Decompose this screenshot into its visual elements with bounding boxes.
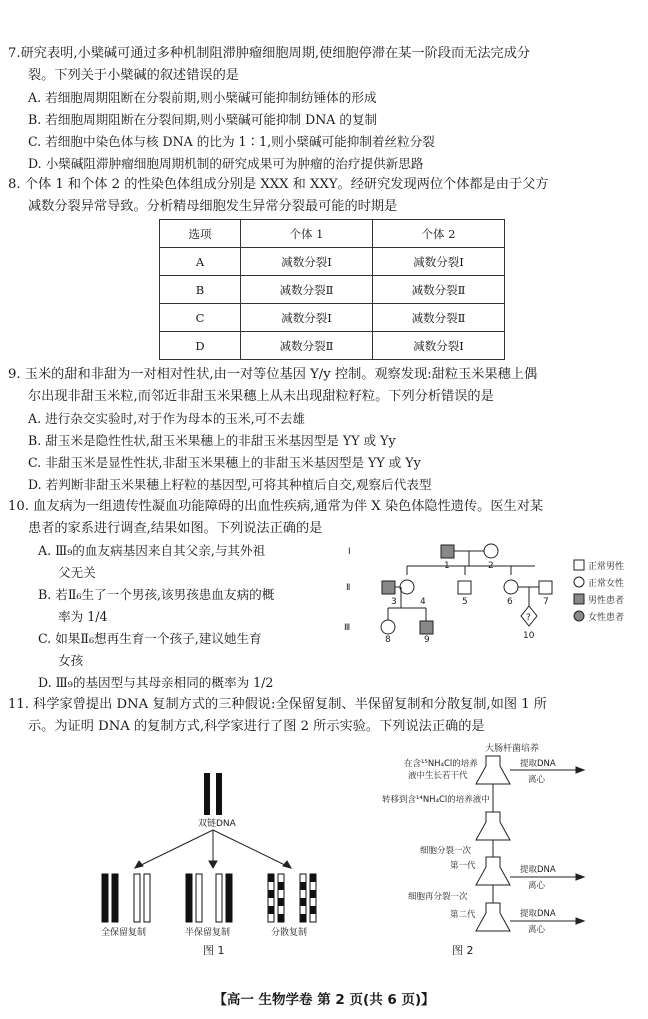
- id-label: 8: [385, 635, 391, 642]
- table-cell: 减数分裂Ⅰ: [373, 332, 505, 360]
- q10-option-a-line2: 父无关: [58, 565, 96, 580]
- q11-stem-line1: 11. 科学家曾提出 DNA 复制方式的三种假说:全保留复制、半保留复制和分散复制,如图 1 所: [8, 697, 547, 712]
- table-cell: 减数分裂Ⅱ: [373, 276, 505, 304]
- id-label: 1: [444, 561, 450, 571]
- legend-affected-male-icon: [574, 594, 584, 604]
- q7-option-d: D. 小檗碱阻滞肿瘤细胞周期机制的研究成果可为肿瘤的治疗提供新思路: [28, 156, 424, 171]
- q11-stem-line2: 示。为证明 DNA 的复制方式,科学家进行了图 2 所示实验。下列说法正确的是: [28, 719, 485, 734]
- fig2-extract-label: 提取DNA: [520, 865, 556, 875]
- pedigree-chart: [340, 538, 640, 642]
- flask-icon: [476, 857, 510, 885]
- id-label: 6: [507, 597, 513, 607]
- id-label: 3: [391, 597, 397, 607]
- page-footer: 【高一 生物学卷 第 2 页(共 6 页)】: [213, 992, 435, 1008]
- fig2-extract-label: 提取DNA: [520, 909, 556, 919]
- legend-label: 正常男性: [588, 562, 625, 572]
- table-header-cell: 个体 2: [373, 220, 505, 248]
- q10-option-c-line1: C. 如果Ⅱ₆想再生育一个孩子,建议她生育: [38, 631, 262, 646]
- q7-option-c: C. 若细胞中染色体与核 DNA 的比为 1∶1,则小檗碱可能抑制着丝粒分裂: [28, 134, 435, 149]
- individual-7-normal-male: [539, 581, 552, 594]
- q9-option-d: D. 若判断非甜玉米果穗上籽粒的基因型,可将其种植后自交,观察后代表型: [28, 477, 432, 492]
- q9-option-b: B. 甜玉米是隐性性状,甜玉米果穗上的非甜玉米基因型是 YY 或 Yy: [28, 433, 396, 448]
- q9-option-a: A. 进行杂交实验时,对于作为母本的玉米,可不去雄: [28, 411, 305, 426]
- table-header-cell: 个体 1: [241, 220, 373, 248]
- q8-stem-line2: 减数分裂异常导致。分析精母细胞发生异常分裂最可能的时期是: [28, 199, 398, 214]
- table-header-cell: 选项: [160, 220, 241, 248]
- q7-option-b: B. 若细胞周期阻断在分裂间期,则小檗碱可能抑制 DNA 的复制: [28, 112, 378, 127]
- q9-stem-line1: 9. 玉米的甜和非甜为一对相对性状,由一对等位基因 Y/y 控制。观察发现:甜粒玉米果穗上偶: [8, 367, 538, 382]
- individual-6-normal-female: [504, 580, 518, 594]
- gen-label-1: Ⅰ: [348, 547, 351, 557]
- q7-option-a: A. 若细胞周期阻断在分裂前期,则小檗碱可能抑制纺锤体的形成: [28, 90, 377, 105]
- table-cell: 减数分裂Ⅰ: [241, 248, 373, 276]
- fig2-gen2-label: 第二代: [450, 910, 476, 920]
- fig1-label-semiconservative: 半保留复制: [185, 928, 231, 938]
- fig2-caption: 图 2: [452, 944, 474, 957]
- legend-normal-male-icon: [574, 560, 584, 570]
- q10-stem-line2: 患者的家系进行调查,结果如图。下列说法正确的是: [28, 521, 323, 536]
- legend-label: 正常女性: [588, 579, 625, 589]
- id-label: 4: [420, 597, 426, 607]
- id-label: 9: [424, 635, 430, 642]
- q8-stem-line1: 8. 个体 1 和个体 2 的性染色体组成分别是 XXX 和 XXY。经研究发现两位个体都是由于父方: [8, 177, 549, 192]
- table-cell: 减数分裂Ⅱ: [373, 304, 505, 332]
- table-cell: A: [160, 248, 241, 276]
- q9-option-c: C. 非甜玉米是显性性状,非甜玉米果穗上的非甜玉米基因型是 YY 或 Yy: [28, 455, 421, 470]
- table-row: [160, 332, 505, 360]
- q7-stem-line2: 裂。下列关于小檗碱的叙述错误的是: [28, 68, 239, 83]
- legend-affected-female-icon: [574, 611, 584, 621]
- fig2-top-label: 大肠杆菌培养: [485, 744, 540, 754]
- individual-5-normal-male: [458, 581, 471, 594]
- gen-label-2: Ⅱ: [346, 583, 351, 593]
- q9-stem-line2: 尔出现非甜玉米粒,而邻近非甜玉米果穗上从未出现甜粒籽粒。下列分析错误的是: [28, 389, 494, 404]
- fig1-top-label: 双链DNA: [198, 819, 236, 829]
- fig2-spin-label: 离心: [528, 881, 546, 891]
- table-cell: C: [160, 304, 241, 332]
- id-label: 5: [462, 597, 468, 607]
- individual-8-normal-female: [381, 620, 395, 634]
- q10-stem-line1: 10. 血友病为一组遗传性凝血功能障碍的出血性疾病,通常为伴 X 染色体隐性遗传。医生对某: [8, 499, 544, 514]
- table-row: [160, 276, 505, 304]
- id-label: 10: [523, 631, 535, 641]
- figure-2-meselson-stahl: [378, 740, 640, 962]
- fig2-spin-label: 离心: [528, 775, 546, 785]
- unknown-mark: ?: [526, 613, 531, 623]
- table-cell: 减数分裂Ⅱ: [241, 332, 373, 360]
- individual-2-normal-female: [484, 544, 498, 558]
- q10-option-b-line1: B. 若Ⅱ₆生了一个男孩,该男孩患血友病的概: [38, 587, 275, 602]
- fig2-medium1-line2: 液中生长若干代: [408, 771, 468, 781]
- fig1-caption: 图 1: [203, 944, 225, 957]
- individual-4-normal-female: [400, 580, 414, 594]
- fig2-transfer-label: 转移到含¹⁴NH₄Cl的培养液中: [382, 795, 490, 805]
- legend-normal-female-icon: [574, 577, 584, 587]
- flask-icon: [476, 812, 510, 840]
- id-label: 7: [543, 597, 549, 607]
- flask-icon: [476, 903, 510, 931]
- table-cell: 减数分裂Ⅰ: [241, 304, 373, 332]
- fig1-label-conservative: 全保留复制: [101, 928, 147, 938]
- q10-option-a-line1: A. Ⅲ₉的血友病基因来自其父亲,与其外祖: [38, 543, 266, 558]
- individual-9-affected-male: [420, 621, 433, 634]
- flask-icon: [476, 756, 510, 784]
- fig2-extract-label: 提取DNA: [520, 759, 556, 769]
- fig2-gen1-label: 第一代: [450, 861, 476, 871]
- table-header-row: [160, 220, 505, 248]
- legend-label: 男性患者: [588, 596, 625, 606]
- q10-option-b-line2: 率为 1/4: [58, 609, 108, 624]
- table-cell: B: [160, 276, 241, 304]
- table-row: [160, 248, 505, 276]
- individual-3-affected-male: [382, 581, 395, 594]
- q10-option-c-line2: 女孩: [58, 653, 84, 668]
- q7-stem-line1: 7.研究表明,小檗碱可通过多种机制阻滞肿瘤细胞周期,使细胞停滞在某一阶段而无法完成分: [8, 46, 531, 61]
- fig2-medium1-line1: 在含¹⁵NH₄Cl的培养: [404, 759, 478, 769]
- id-label: 2: [488, 561, 494, 571]
- legend-label: 女性患者: [588, 613, 625, 623]
- q8-options-table: [159, 219, 505, 360]
- figure-1-replication-models: [95, 768, 335, 958]
- fig2-divide-again: 细胞再分裂一次: [408, 892, 468, 902]
- table-cell: 减数分裂Ⅰ: [373, 248, 505, 276]
- table-cell: D: [160, 332, 241, 360]
- fig1-label-dispersive: 分散复制: [271, 928, 308, 938]
- table-cell: 减数分裂Ⅱ: [241, 276, 373, 304]
- individual-1-affected-male: [441, 545, 454, 558]
- table-row: [160, 304, 505, 332]
- fig2-spin-label: 离心: [528, 925, 546, 935]
- gen-label-3: Ⅲ: [344, 623, 351, 633]
- fig2-divide-once: 细胞分裂一次: [420, 846, 472, 856]
- q10-option-d: D. Ⅲ₉的基因型与其母亲相同的概率为 1/2: [38, 675, 274, 690]
